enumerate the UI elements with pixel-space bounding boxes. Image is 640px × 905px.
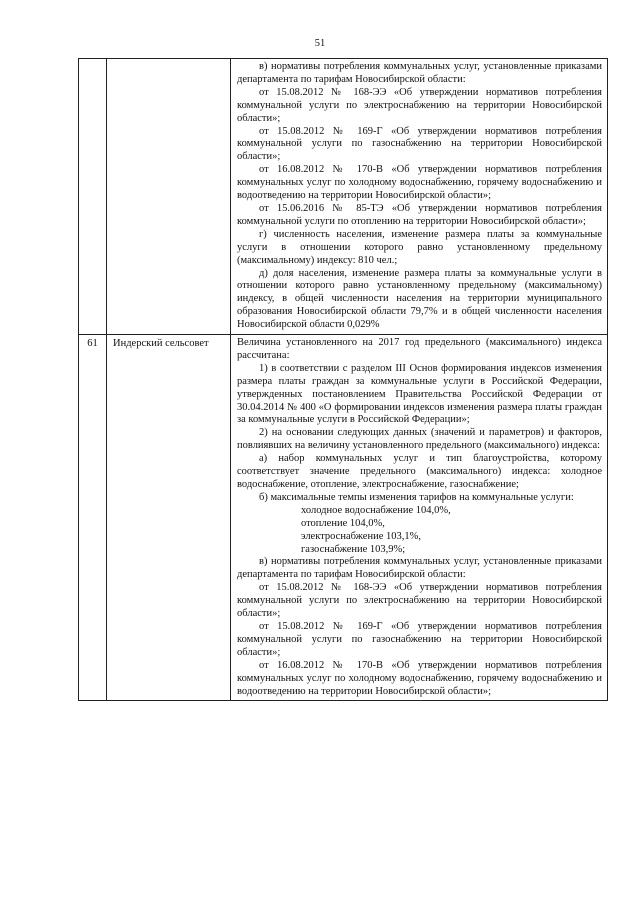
- paragraph: в) нормативы потребления коммунальных услуг, установленные приказами департамента по тарифам Новосибирской области:: [237, 61, 602, 85]
- row-number-cell: 61: [79, 335, 107, 701]
- paragraph: д) доля населения, изменение размера платы за коммунальные услуги в отношении которого равно установленному предельному (максимальному) индексу, в общей численности населения на территории муниципального образования Новосибирской области 79,7% и в общей численности населения Новосибирской области 0,029%: [237, 267, 602, 331]
- paragraph: от 15.06.2016 № 85-ТЭ «Об утверждении нормативов потребления коммунальной услуги по отоплению на территории Новосибирской области»;: [237, 202, 602, 227]
- tariff-list-item: электроснабжение 103,1%,: [301, 530, 421, 542]
- tariff-list-item: газоснабжение 103,9%;: [301, 543, 406, 555]
- paragraph: 1) в соответствии с разделом III Основ формирования индексов изменения размера платы граждан за коммунальные услуги в Российской Федерации, утвержденных постановлением Правительства Российской Федерации от 30.04.2014 № 400 «О формировании индексов изменения размера платы граждан за коммунальные услуги в Российской Федерации»;: [237, 362, 602, 426]
- paragraph: от 16.08.2012 № 170-В «Об утверждении нормативов потребления коммунальных услуг по холодному водоснабжению, горячему водоснабжению и водоотведению на территории Новосибирской области»;: [237, 659, 602, 697]
- document-table: [78, 58, 608, 701]
- paragraph: от 15.08.2012 № 169-Г «Об утверждении нормативов потребления коммунальной услуги по газоснабжению на территории Новосибирской области»;: [237, 620, 602, 658]
- table-row: [79, 59, 608, 335]
- table-row: [79, 335, 608, 701]
- municipality-name-cell: [107, 59, 231, 335]
- row-number-cell: [79, 59, 107, 335]
- paragraph: б) максимальные темпы изменения тарифов на коммунальные услуги:: [259, 491, 574, 503]
- paragraph: от 15.08.2012 № 168-ЭЭ «Об утверждении нормативов потребления коммунальной услуги по электроснабжению на территории Новосибирской области»;: [237, 582, 602, 620]
- description-cell: [231, 335, 608, 701]
- paragraph: г) численность населения, изменение размера платы за коммунальные услуги в отношении которого равно установленному предельному (максимальному) индексу: 810 чел.;: [237, 228, 602, 266]
- paragraph: от 15.08.2012 № 168-ЭЭ «Об утверждении нормативов потребления коммунальной услуги по электроснабжению на территории Новосибирской области»;: [237, 86, 602, 124]
- tariff-list-item: холодное водоснабжение 104,0%,: [301, 504, 451, 516]
- paragraph: от 15.08.2012 № 169-Г «Об утверждении нормативов потребления коммунальной услуги по газоснабжению на территории Новосибирской области»;: [237, 125, 602, 163]
- tariff-list-item: отопление 104,0%,: [301, 517, 385, 529]
- paragraph: в) нормативы потребления коммунальных услуг, установленные приказами департамента по тарифам Новосибирской области:: [237, 556, 602, 581]
- municipality-name-cell: Индерский сельсовет: [107, 335, 231, 701]
- document-table-body: [79, 59, 608, 701]
- paragraph: 2) на основании следующих данных (значений и параметров) и факторов, повлиявших на величину установленного предельного (максимального) индекса:: [237, 427, 602, 452]
- paragraph: Величина установленного на 2017 год предельного (максимального) индекса рассчитана:: [237, 337, 602, 361]
- description-cell: [231, 59, 608, 335]
- page-number: 51: [314, 38, 326, 49]
- paragraph: от 16.08.2012 № 170-В «Об утверждении нормативов потребления коммунальных услуг по холодному водоснабжению, горячему водоснабжению и водоотведению на территории Новосибирской области»;: [237, 164, 602, 202]
- paragraph: а) набор коммунальных услуг и тип благоустройства, которому соответствует значение предельного (максимального) индекса: холодное водоснабжение, отопление, электроснабжение, газоснабжение;: [237, 453, 602, 490]
